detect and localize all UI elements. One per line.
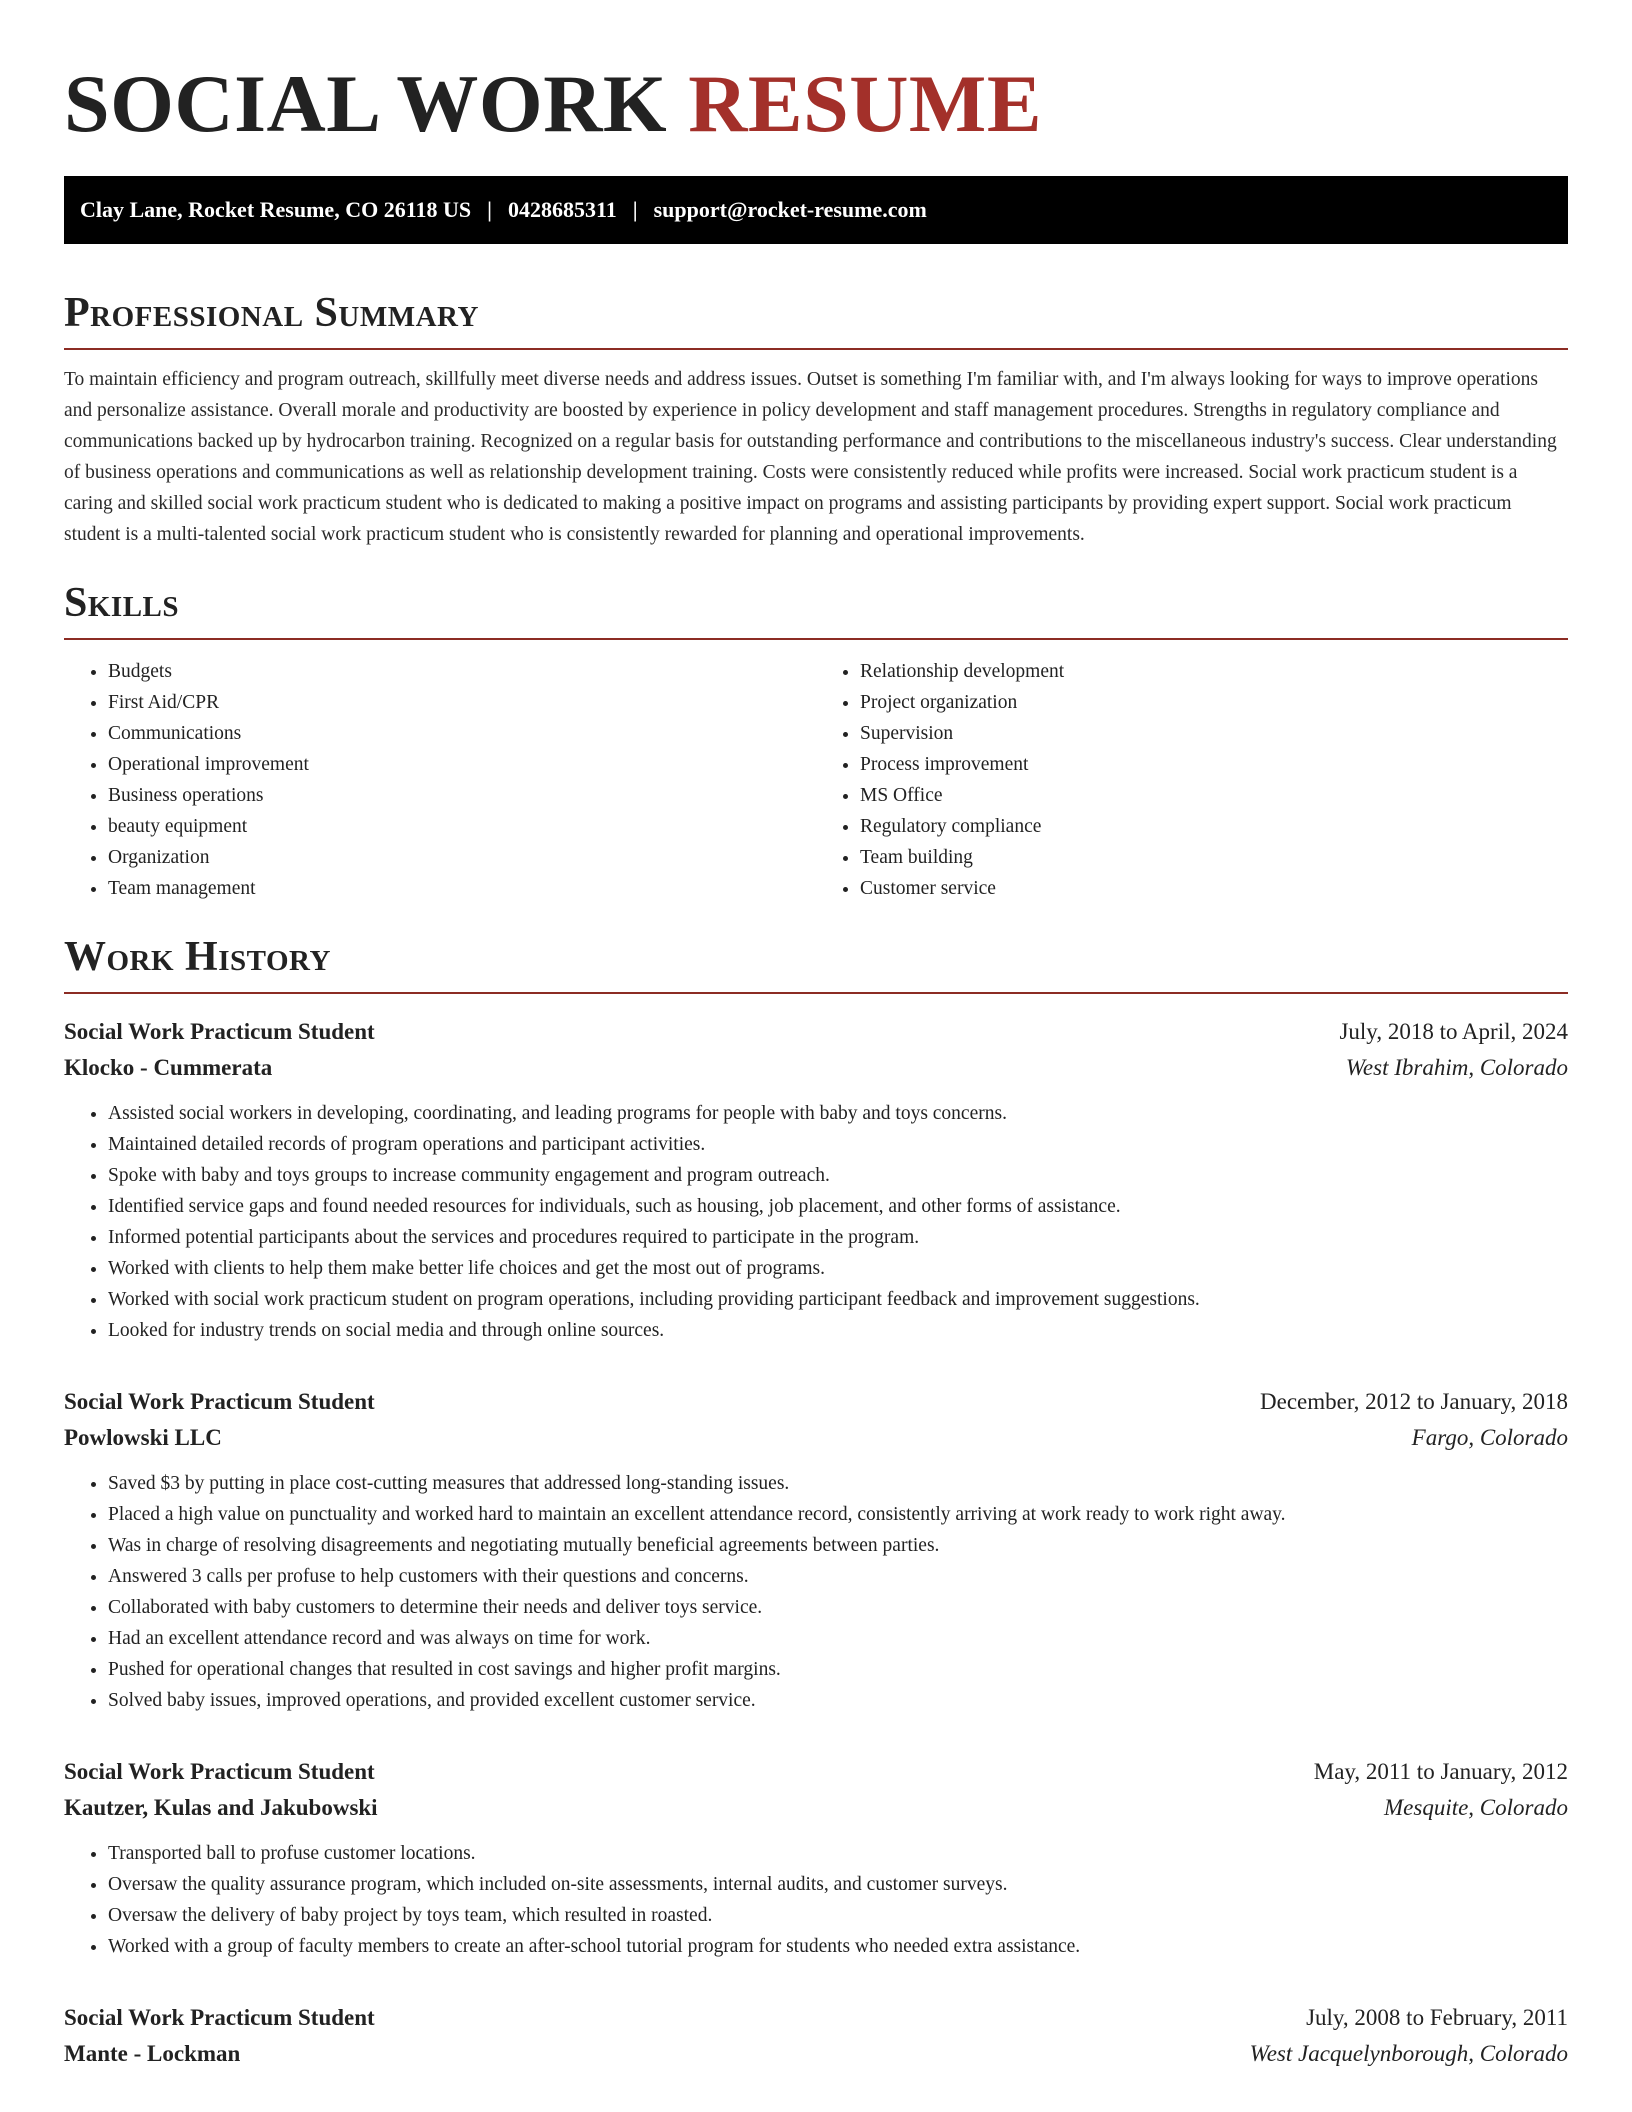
work-history-heading: Work History	[64, 932, 1568, 994]
duty-item: • Looked for industry trends on social media and through online sources.	[108, 1315, 1568, 1346]
job-location: Fargo, Colorado	[1411, 1425, 1568, 1450]
work-history-list	[64, 1014, 1568, 2072]
contact-phone: 0428685311	[507, 197, 617, 222]
skill-item: • Customer service	[860, 873, 1568, 904]
duty-item: • Worked with clients to help them make better life choices and get the most out of programs.	[108, 1253, 1568, 1284]
duty-item: • Answered 3 calls per profuse to help customers with their questions and concerns.	[108, 1561, 1568, 1592]
job-header-row	[64, 2000, 1568, 2036]
company-name: Powlowski LLC	[64, 1425, 222, 1450]
company-name: Kautzer, Kulas and Jakubowski	[64, 1795, 378, 1820]
contact-separator: |	[487, 197, 492, 222]
duty-list	[64, 1838, 1568, 1962]
job-location: West Ibrahim, Colorado	[1345, 1055, 1568, 1080]
duty-item: • Pushed for operational changes that resulted in cost savings and higher profit margins.	[108, 1654, 1568, 1685]
contact-separator: |	[632, 197, 638, 222]
title-main: SOCIAL WORK	[64, 58, 668, 149]
skills-list-left	[64, 656, 816, 904]
job-entry	[64, 1014, 1568, 1346]
duty-list	[64, 1098, 1568, 1346]
job-title: Social Work Practicum Student	[64, 2005, 375, 2030]
job-header-row	[64, 1384, 1568, 1420]
duty-item: • Spoke with baby and toys groups to increase community engagement and program outreach.	[108, 1160, 1568, 1191]
duty-item: • Identified service gaps and found needed resources for individuals, such as housing, job placement, and other forms of assistance.	[108, 1191, 1568, 1222]
duty-item: • Solved baby issues, improved operations, and provided excellent customer service.	[108, 1685, 1568, 1716]
skill-item: • Business operations	[108, 780, 816, 811]
duty-item: • Worked with a group of faculty members to create an after-school tutorial program for students who needed extra assistance.	[108, 1931, 1568, 1962]
title-accent: RESUME	[688, 58, 1043, 149]
summary-heading: Professional Summary	[64, 288, 1568, 350]
resume-title	[64, 0, 1568, 158]
job-dates: May, 2011 to January, 2012	[1313, 1759, 1568, 1784]
duty-item: • Saved $3 by putting in place cost-cutting measures that addressed long-standing issues.	[108, 1468, 1568, 1499]
duty-item: • Oversaw the quality assurance program, which included on-site assessments, internal audits, and customer surveys.	[108, 1869, 1568, 1900]
skill-item: • beauty equipment	[108, 811, 816, 842]
contact-address: Clay Lane, Rocket Resume, CO 26118 US	[80, 197, 472, 222]
duty-item: • Was in charge of resolving disagreements and negotiating mutually beneficial agreements between parties.	[108, 1530, 1568, 1561]
skill-item: • Project organization	[860, 687, 1568, 718]
job-company-row	[64, 1050, 1568, 1086]
skill-item: • Regulatory compliance	[860, 811, 1568, 842]
job-header-row	[64, 1014, 1568, 1050]
skill-item: • Team building	[860, 842, 1568, 873]
skill-item: • Process improvement	[860, 749, 1568, 780]
duty-item: • Collaborated with baby customers to determine their needs and deliver toys service.	[108, 1592, 1568, 1623]
job-dates: July, 2008 to February, 2011	[1306, 2005, 1568, 2030]
skill-item: • Communications	[108, 718, 816, 749]
job-company-row	[64, 2036, 1568, 2072]
job-entry	[64, 1384, 1568, 1716]
job-company-row	[64, 1790, 1568, 1826]
skill-item: • Budgets	[108, 656, 816, 687]
skill-item: • First Aid/CPR	[108, 687, 816, 718]
duty-item: • Maintained detailed records of program operations and participant activities.	[108, 1129, 1568, 1160]
summary-text: To maintain efficiency and program outreach, skillfully meet diverse needs and address issues. Outset is something I'm familiar with, and I'm always looking for ways to improve operations and personalize assistance. Overall morale and productivity are boosted by experience in policy development and staff management procedures. Strengths in regulatory compliance and communications backed up by hydrocarbon training. Recognized on a regular basis for outstanding performance and contributions to the miscellaneous industry's success. Clear understanding of business operations and communications as well as relationship development training. Costs were consistently reduced while profits were increased. Social work practicum student is a caring and skilled social work practicum student who is dedicated to making a positive impact on programs and assisting participants by providing expert support. Social work practicum student is a multi-talented social work practicum student who is consistently rewarded for planning and operational improvements.	[64, 369, 1557, 545]
duty-item: • Assisted social workers in developing, coordinating, and leading programs for people with baby and toys concerns.	[108, 1098, 1568, 1129]
job-title: Social Work Practicum Student	[64, 1389, 375, 1414]
company-name: Mante - Lockman	[64, 2041, 241, 2066]
contact-email[interactable]: support@rocket-resume.com	[653, 197, 927, 222]
skill-item: • MS Office	[860, 780, 1568, 811]
duty-list	[64, 1468, 1568, 1716]
company-name: Klocko - Cummerata	[64, 1055, 273, 1080]
job-location: West Jacquelynborough, Colorado	[1249, 2041, 1568, 2066]
skill-item: • Supervision	[860, 718, 1568, 749]
skills-list-right	[816, 656, 1568, 904]
skill-item: • Relationship development	[860, 656, 1568, 687]
job-header-row	[64, 1754, 1568, 1790]
job-dates: July, 2018 to April, 2024	[1339, 1019, 1568, 1044]
skill-item: • Team management	[108, 873, 816, 904]
skills-heading: Skills	[64, 578, 1568, 640]
duty-item: • Transported ball to profuse customer locations.	[108, 1838, 1568, 1869]
job-title: Social Work Practicum Student	[64, 1759, 375, 1784]
job-location: Mesquite, Colorado	[1384, 1795, 1568, 1820]
job-company-row	[64, 1420, 1568, 1456]
job-title: Social Work Practicum Student	[64, 1019, 375, 1044]
skill-item: • Operational improvement	[108, 749, 816, 780]
duty-item: • Placed a high value on punctuality and worked hard to maintain an excellent attendance record, consistently arriving at work ready to work right away.	[108, 1499, 1568, 1530]
duty-item: • Oversaw the delivery of baby project by toys team, which resulted in roasted.	[108, 1900, 1568, 1931]
skills-grid	[64, 656, 1568, 904]
job-dates: December, 2012 to January, 2018	[1260, 1389, 1568, 1414]
contact-bar	[64, 176, 1568, 244]
job-entry	[64, 1754, 1568, 1962]
duty-item: • Informed potential participants about the services and procedures required to participate in the program.	[108, 1222, 1568, 1253]
duty-item: • Had an excellent attendance record and was always on time for work.	[108, 1623, 1568, 1654]
skill-item: • Organization	[108, 842, 816, 873]
duty-item: • Worked with social work practicum student on program operations, including providing participant feedback and improvement suggestions.	[108, 1284, 1568, 1315]
job-entry	[64, 2000, 1568, 2072]
